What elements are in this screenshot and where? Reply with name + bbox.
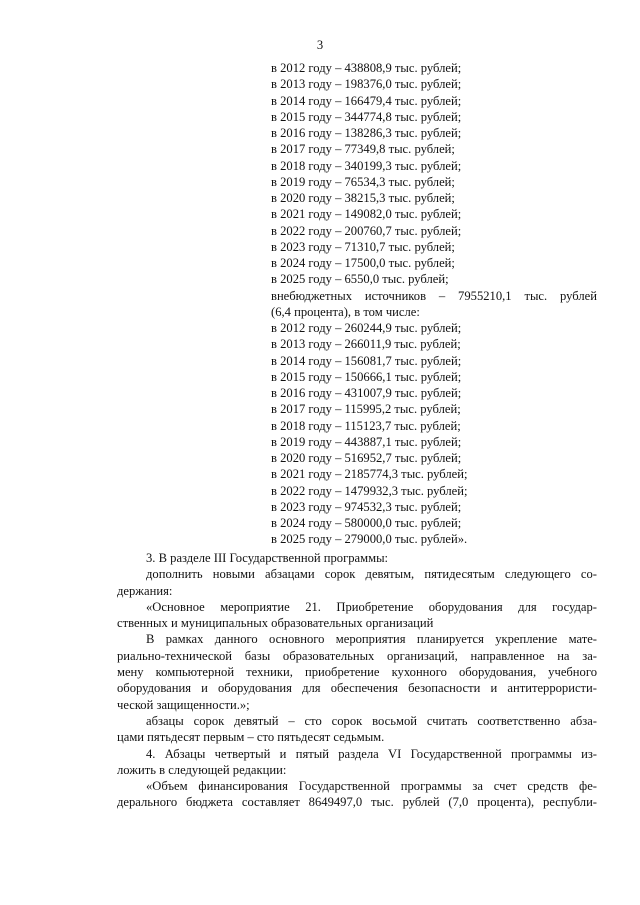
- paragraph-section-3: 3. В разделе III Государственной программы:: [146, 551, 389, 565]
- budget-year-line: в 2014 году – 166479,4 тыс. рублей;: [271, 93, 462, 108]
- budget-year-line: в 2022 году – 200760,7 тыс. рублей;: [271, 223, 462, 238]
- paragraph-measure-desc-3: мену компьютерной техники, приобретение кухонного оборудования, учебного: [117, 665, 597, 680]
- budget-year-line: в 2013 году – 266011,9 тыс. рублей;: [271, 337, 461, 352]
- budget-year-line: в 2022 году – 1479932,3 тыс. рублей;: [271, 483, 468, 498]
- paragraph-measure-desc-4: оборудования и оборудования для обеспечения безопасности и антитеррористи-: [117, 681, 597, 696]
- paragraph-measure-desc-2: риально-технической базы образовательных организаций, направленное на за-: [117, 648, 597, 663]
- budget-year-line: в 2014 году – 156081,7 тыс. рублей;: [271, 353, 462, 368]
- budget-year-line: в 2017 году – 115995,2 тыс. рублей;: [271, 402, 461, 417]
- funding-list: [271, 60, 597, 548]
- budget-year-line: в 2024 году – 580000,0 тыс. рублей;: [271, 516, 462, 530]
- budget-year-line: в 2015 году – 150666,1 тыс. рублей;: [271, 369, 462, 384]
- paragraph-section-6: 4. Абзацы четвертый и пятый раздела VI Государственной программы из-: [146, 746, 597, 761]
- paragraph-add-text-cont: держания:: [117, 583, 173, 598]
- budget-year-line: в 2020 году – 38215,3 тыс. рублей;: [271, 191, 455, 205]
- budget-year-line: в 2019 году – 443887,1 тыс. рублей;: [271, 434, 462, 449]
- paragraph-measure-desc: В рамках данного основного мероприятия планируется укрепление мате-: [146, 632, 597, 647]
- budget-year-line: в 2015 году – 344774,8 тыс. рублей;: [271, 109, 462, 124]
- paragraph-measure-21-cont: ственных и муниципальных образовательных организаций: [117, 616, 434, 631]
- budget-list-1: [271, 60, 597, 288]
- budget-list-2: [271, 320, 597, 548]
- paragraph-measure-desc-5: ческой защищенности.»;: [117, 697, 250, 712]
- budget-year-line: в 2016 году – 138286,3 тыс. рублей;: [271, 126, 462, 140]
- budget-year-line: в 2025 году – 6550,0 тыс. рублей;: [271, 272, 449, 287]
- budget-year-line: в 2012 году – 438808,9 тыс. рублей;: [271, 61, 462, 75]
- budget-year-line: в 2012 году – 260244,9 тыс. рублей;: [271, 321, 462, 335]
- budget-year-line: в 2019 году – 76534,3 тыс. рублей;: [271, 174, 455, 189]
- budget-year-line: в 2021 году – 149082,0 тыс. рублей;: [271, 207, 462, 222]
- budget-year-line: в 2023 году – 71310,7 тыс. рублей;: [271, 239, 455, 254]
- paragraph-renumber-cont: цами пятьдесят первым – сто пятьдесят седьмым.: [117, 730, 385, 745]
- extra-budget-line-cont: (6,4 процента), в том числе:: [271, 304, 420, 319]
- budget-year-line: в 2025 году – 279000,0 тыс. рублей».: [271, 532, 468, 547]
- paragraph-funding: «Объем финансирования Государственной программы за счет средств фе-: [146, 779, 597, 794]
- paragraph-section-6-cont: ложить в следующей редакции:: [117, 762, 287, 777]
- budget-year-line: в 2020 году – 516952,7 тыс. рублей;: [271, 451, 462, 465]
- paragraph-funding-cont: дерального бюджета составляет 8649497,0 тыс. рублей (7,0 процента), республи-: [117, 795, 597, 810]
- budget-year-line: в 2017 году – 77349,8 тыс. рублей;: [271, 142, 455, 157]
- paragraph-measure-21: «Основное мероприятие 21. Приобретение оборудования для государ-: [146, 599, 597, 614]
- page-number: 3: [316, 38, 324, 52]
- paragraph-add-text: дополнить новыми абзацами сорок девятым, пятидесятым следующего со-: [146, 567, 597, 582]
- budget-year-line: в 2024 году – 17500,0 тыс. рублей;: [271, 256, 455, 270]
- budget-year-line: в 2023 году – 974532,3 тыс. рублей;: [271, 499, 462, 514]
- extra-budget-line: внебюджетных источников – 7955210,1 тыс. рублей: [271, 288, 597, 303]
- paragraph-renumber: абзацы сорок девятый – сто сорок восьмой считать соответственно абза-: [146, 713, 597, 728]
- budget-year-line: в 2013 году – 198376,0 тыс. рублей;: [271, 77, 462, 92]
- budget-year-line: в 2021 году – 2185774,3 тыс. рублей;: [271, 467, 468, 482]
- budget-year-line: в 2016 году – 431007,9 тыс. рублей;: [271, 386, 462, 400]
- budget-year-line: в 2018 году – 340199,3 тыс. рублей;: [271, 158, 462, 173]
- document-body: [117, 550, 597, 811]
- budget-year-line: в 2018 году – 115123,7 тыс. рублей;: [271, 418, 461, 433]
